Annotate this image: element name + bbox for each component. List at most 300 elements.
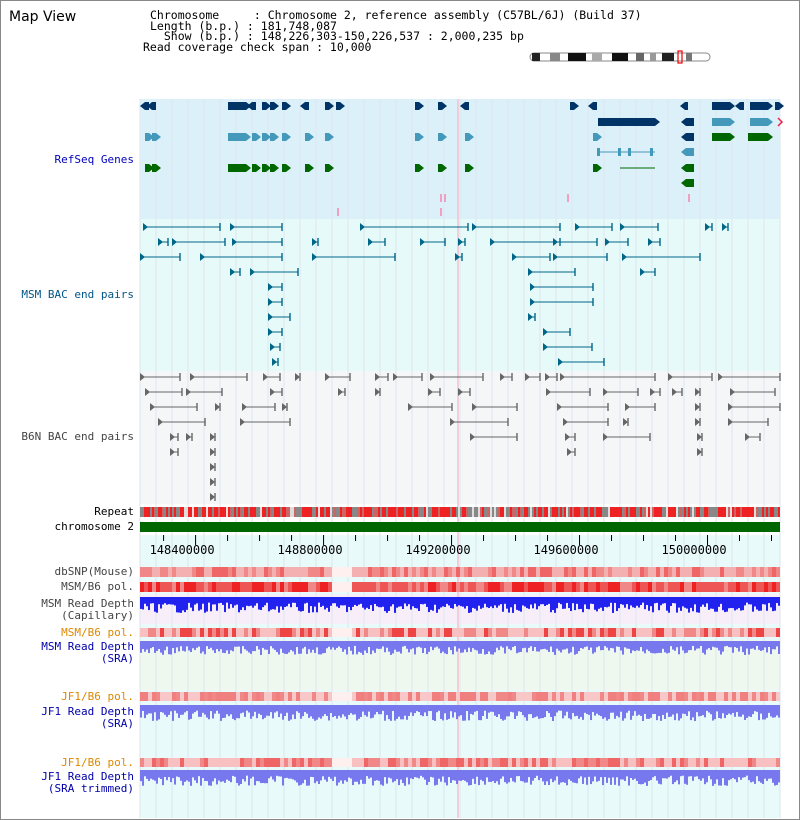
jf1-trimmed-depth-bar: [284, 770, 286, 778]
jf1-sra-depth-bar: [534, 705, 536, 717]
msm-sra-depth-bar: [488, 641, 490, 651]
page-title: Map View: [9, 9, 77, 25]
msm-capillary-depth-bar: [760, 597, 762, 611]
jf1-sra-depth-bar: [386, 705, 388, 715]
msm-pol-cell: [220, 582, 224, 592]
msm-sra-depth-bar: [348, 641, 350, 647]
msm-capillary-depth-bar: [316, 597, 318, 612]
jf1-pol2-cell: [728, 758, 732, 767]
dbsnp-cell: [524, 567, 528, 577]
jf1-pol2-cell: [236, 758, 240, 767]
msm-pol-cell: [144, 582, 148, 592]
jf1-sra-depth-bar: [494, 705, 496, 716]
jf1-pol2-cell: [544, 758, 548, 767]
msm-pol2-cell: [268, 628, 272, 637]
jf1-sra-depth-bar: [572, 705, 574, 713]
msm-capillary-depth-bar: [344, 597, 346, 605]
repeat-block: [238, 507, 240, 517]
jf1-trimmed-depth-bar: [610, 770, 612, 785]
jf1-trimmed-depth-bar: [264, 770, 266, 783]
repeat-block: [548, 507, 550, 517]
jf1-trimmed-depth-bar: [640, 770, 642, 784]
msm-sra-depth-bar: [372, 641, 374, 651]
jf1-pol-cell: [180, 692, 184, 701]
jf1-sra-depth-bar: [164, 705, 166, 715]
repeat-block: [186, 507, 188, 517]
msm-capillary-depth-bar: [484, 597, 486, 604]
jf1-pol-cell: [712, 692, 716, 701]
dbsnp-cell: [168, 567, 172, 577]
msm-sra-depth-bar: [596, 641, 598, 647]
msm-sra-depth-bar: [484, 641, 486, 655]
jf1-sra-depth-bar: [692, 705, 694, 717]
repeat-block: [150, 507, 152, 517]
msm-pol-cell: [564, 582, 568, 592]
msm-sra-depth-bar: [396, 641, 398, 652]
jf1-sra-depth-bar: [174, 705, 176, 711]
jf1-pol2-cell: [152, 758, 156, 767]
msm-pol2-cell: [336, 628, 340, 637]
dbsnp-cell: [144, 567, 148, 577]
msm-sra-depth-bar: [630, 641, 632, 653]
jf1-trimmed-depth-bar: [522, 770, 524, 781]
jf1-sra-depth-bar: [374, 705, 376, 715]
msm-capillary-depth-bar: [454, 597, 456, 604]
jf1-trimmed-depth-bar: [254, 770, 256, 785]
ideogram-band: [636, 53, 644, 61]
repeat-block: [482, 507, 484, 517]
msm-pol2-cell: [292, 628, 296, 637]
jf1-pol2-cell: [168, 758, 172, 767]
jf1-sra-depth-bar: [242, 705, 244, 713]
jf1-trimmed-depth-bar: [288, 770, 290, 779]
jf1-pol2-cell: [620, 758, 624, 767]
jf1-pol2-cell: [264, 758, 268, 767]
jf1-trimmed-depth-bar: [434, 770, 436, 785]
msm-pol-cell: [328, 582, 332, 592]
jf1-pol2-cell: [228, 758, 232, 767]
jf1-sra-depth-bar: [296, 705, 298, 711]
jf1-sra-depth-bar: [204, 705, 206, 715]
repeat-block: [360, 507, 362, 517]
msm-pol-cell: [596, 582, 600, 592]
msm-capillary-depth-bar: [252, 597, 254, 608]
msm-sra-depth-bar: [278, 641, 280, 655]
dbsnp-cell: [728, 567, 732, 577]
track-label-jf1-b6-pol-2: JF1/B6 pol.: [61, 756, 134, 769]
msm-sra-depth-bar: [752, 641, 754, 648]
msm-capillary-depth-bar: [272, 597, 274, 609]
msm-pol2-cell: [284, 628, 288, 637]
dbsnp-cell: [432, 567, 436, 577]
gene-feature: [593, 102, 597, 110]
repeat-block: [226, 507, 228, 517]
jf1-sra-depth-bar: [542, 705, 544, 718]
jf1-sra-depth-bar: [520, 705, 522, 712]
repeat-block: [444, 507, 446, 517]
msm-pol-cell: [600, 582, 604, 592]
msm-pol-cell: [384, 582, 388, 592]
msm-capillary-depth-bar: [180, 597, 182, 613]
jf1-pol-cell: [260, 692, 264, 701]
jf1-pol2-cell: [512, 758, 516, 767]
jf1-pol2-cell: [428, 758, 432, 767]
dbsnp-cell: [384, 567, 388, 577]
msm-pol-cell: [292, 582, 296, 592]
msm-pol2-cell: [216, 628, 220, 637]
repeat-block: [326, 507, 328, 517]
repeat-block: [230, 507, 232, 517]
msm-capillary-depth-bar: [186, 597, 188, 610]
gene-exon: [628, 148, 631, 156]
repeat-block: [538, 507, 540, 517]
msm-pol-cell: [672, 582, 676, 592]
jf1-pol2-cell: [200, 758, 204, 767]
msm-sra-depth-bar: [680, 641, 682, 646]
repeat-block: [316, 507, 318, 517]
msm-capillary-depth-bar: [246, 597, 248, 606]
msm-pol-cell: [208, 582, 212, 592]
msm-sra-depth-bar: [358, 641, 360, 652]
msm-capillary-depth-bar: [354, 597, 356, 605]
length-info: Length (b.p.) : 181,748,087: [150, 18, 337, 33]
msm-pol-cell: [176, 582, 180, 592]
msm-sra-depth-bar: [224, 641, 226, 653]
msm-capillary-depth-bar: [634, 597, 636, 608]
jf1-trimmed-depth-bar: [722, 770, 724, 778]
jf1-trimmed-depth-bar: [320, 770, 322, 780]
repeat-block: [556, 507, 558, 517]
jf1-trimmed-depth-bar: [778, 770, 780, 782]
msm-pol-cell: [520, 582, 524, 592]
msm-capillary-depth-bar: [762, 597, 764, 604]
jf1-pol2-cell: [396, 758, 400, 767]
repeat-block: [336, 507, 338, 517]
msm-capillary-depth-bar: [422, 597, 424, 604]
jf1-sra-depth-bar: [190, 705, 192, 719]
repeat-block: [142, 507, 144, 517]
msm-capillary-depth-bar: [558, 597, 560, 603]
jf1-sra-depth-bar: [452, 705, 454, 718]
jf1-pol-cell: [208, 692, 212, 701]
jf1-pol-cell: [724, 692, 728, 701]
jf1-sra-depth-bar: [444, 705, 446, 713]
msm-pol2-cell: [476, 628, 480, 637]
jf1-trimmed-depth-bar: [332, 770, 334, 781]
msm-capillary-depth-bar: [216, 597, 218, 611]
dbsnp-cell: [428, 567, 432, 577]
repeat-block: [190, 507, 192, 517]
jf1-sra-depth-bar: [742, 705, 744, 715]
jf1-pol-cell: [148, 692, 152, 701]
jf1-pol-cell: [620, 692, 624, 701]
msm-capillary-depth-bar: [350, 597, 352, 610]
jf1-sra-depth-bar: [580, 705, 582, 717]
jf1-sra-depth-bar: [594, 705, 596, 716]
jf1-sra-depth-bar: [504, 705, 506, 720]
jf1-sra-depth-bar: [234, 705, 236, 720]
msm-capillary-depth-bar: [264, 597, 266, 605]
jf1-sra-depth-bar: [262, 705, 264, 719]
msm-sra-depth-bar: [616, 641, 618, 646]
jf1-pol-cell: [280, 692, 284, 701]
jf1-pol-cell: [476, 692, 480, 701]
msm-sra-depth-bar: [546, 641, 548, 650]
jf1-pol-cell: [368, 692, 372, 701]
jf1-sra-depth-bar: [272, 705, 274, 718]
track-label-msm-depth-sra: MSM Read Depth (SRA): [41, 640, 134, 665]
msm-capillary-depth-bar: [596, 597, 598, 611]
jf1-trimmed-depth-bar: [524, 770, 526, 783]
repeat-block: [224, 507, 226, 517]
dbsnp-cell: [248, 567, 252, 577]
msm-sra-depth-bar: [172, 641, 174, 648]
repeat-block: [394, 507, 396, 517]
msm-sra-depth-bar: [542, 641, 544, 649]
msm-sra-depth-bar: [522, 641, 524, 648]
msm-pol-cell: [312, 582, 316, 592]
jf1-trimmed-depth-bar: [616, 770, 618, 777]
jf1-sra-depth-bar: [680, 705, 682, 718]
jf1-trimmed-depth-bar: [170, 770, 172, 782]
jf1-trimmed-depth-bar: [484, 770, 486, 785]
repeat-block: [308, 507, 310, 517]
jf1-pol-cell: [440, 692, 444, 701]
msm-capillary-depth-bar: [370, 597, 372, 605]
msm-capillary-depth-bar: [190, 597, 192, 608]
jf1-trimmed-depth-bar: [188, 770, 190, 782]
jf1-sra-depth-bar: [570, 705, 572, 719]
jf1-sra-depth-bar: [556, 705, 558, 712]
repeat-block: [368, 507, 370, 517]
msm-pol2-cell: [352, 628, 356, 637]
jf1-pol2-cell: [776, 758, 780, 767]
msm-pol2-cell: [592, 628, 596, 637]
dbsnp-cell: [368, 567, 372, 577]
jf1-trimmed-depth-bar: [712, 770, 714, 786]
jf1-trimmed-depth-bar: [222, 770, 224, 781]
jf1-sra-depth-bar: [438, 705, 440, 711]
msm-capillary-depth-bar: [416, 597, 418, 608]
msm-capillary-depth-bar: [218, 597, 220, 603]
jf1-sra-depth-bar: [706, 705, 708, 711]
msm-capillary-depth-bar: [358, 597, 360, 605]
jf1-sra-depth-bar: [588, 705, 590, 715]
repeat-block: [310, 507, 312, 517]
jf1-pol2-cell: [204, 758, 208, 767]
repeat-block: [664, 507, 666, 517]
msm-pol-cell: [748, 582, 752, 592]
repeat-block: [678, 507, 680, 517]
msm-sra-depth-bar: [334, 641, 336, 650]
repeat-block: [390, 507, 392, 517]
jf1-trimmed-depth-bar: [352, 770, 354, 785]
msm-pol2-cell: [504, 628, 508, 637]
jf1-trimmed-depth-bar: [678, 770, 680, 784]
msm-pol-cell: [172, 582, 176, 592]
repeat-block: [612, 507, 614, 517]
msm-capillary-depth-bar: [764, 597, 766, 605]
jf1-sra-depth-bar: [642, 705, 644, 721]
ideogram-band: [532, 53, 540, 61]
jf1-trimmed-depth-bar: [600, 770, 602, 777]
dbsnp-cell: [376, 567, 380, 577]
repeat-block: [736, 507, 738, 517]
msm-pol2-cell: [424, 628, 428, 637]
msm-capillary-depth-bar: [170, 597, 172, 604]
dbsnp-cell: [164, 567, 168, 577]
msm-capillary-depth-bar: [356, 597, 358, 606]
jf1-pol2-cell: [452, 758, 456, 767]
jf1-sra-depth-bar: [394, 705, 396, 721]
msm-pol-cell: [492, 582, 496, 592]
msm-capillary-depth-bar: [292, 597, 294, 603]
msm-pol-cell: [524, 582, 528, 592]
repeat-block: [234, 507, 236, 517]
msm-capillary-depth-bar: [738, 597, 740, 608]
msm-pol2-cell: [768, 628, 772, 637]
jf1-sra-depth-bar: [512, 705, 514, 712]
dbsnp-cell: [516, 567, 520, 577]
repeat-block: [454, 507, 456, 517]
jf1-sra-depth-bar: [648, 705, 650, 719]
repeat-block: [206, 507, 208, 517]
repeat-block: [524, 507, 526, 517]
repeat-block: [708, 507, 710, 517]
dbsnp-cell: [736, 567, 740, 577]
jf1-trimmed-depth-bar: [662, 770, 664, 778]
msm-capillary-depth-bar: [716, 597, 718, 612]
jf1-sra-depth-bar: [612, 705, 614, 713]
jf1-pol2-cell: [344, 758, 348, 767]
gene-feature: [415, 133, 419, 141]
jf1-sra-depth-bar: [298, 705, 300, 713]
repeat-block: [730, 507, 732, 517]
repeat-block: [696, 507, 698, 517]
msm-capillary-depth-bar: [640, 597, 642, 605]
msm-capillary-depth-bar: [606, 597, 608, 607]
msm-capillary-depth-bar: [694, 597, 696, 604]
msm-sra-depth-bar: [380, 641, 382, 649]
dbsnp-cell: [596, 567, 600, 577]
jf1-sra-depth-bar: [530, 705, 532, 714]
msm-pol2-cell: [760, 628, 764, 637]
repeat-block: [682, 507, 684, 517]
msm-pol-cell: [184, 582, 188, 592]
jf1-pol-cell: [668, 692, 672, 701]
jf1-trimmed-depth-bar: [526, 770, 528, 782]
msm-pol2-cell: [224, 628, 228, 637]
msm-capillary-depth-bar: [532, 597, 534, 608]
msm-pol-cell: [316, 582, 320, 592]
repeat-block: [740, 507, 742, 517]
msm-capillary-depth-bar: [450, 597, 452, 608]
jf1-sra-depth-bar: [684, 705, 686, 714]
repeat-block: [662, 507, 664, 517]
msm-pol2-cell: [564, 628, 568, 637]
msm-capillary-depth-bar: [278, 597, 280, 613]
msm-sra-depth-bar: [344, 641, 346, 649]
jf1-pol2-cell: [768, 758, 772, 767]
msm-pol-cell: [656, 582, 660, 592]
jf1-pol2-cell: [744, 758, 748, 767]
msm-sra-depth-bar: [338, 641, 340, 647]
jf1-sra-depth-bar: [358, 705, 360, 719]
repeat-block: [144, 507, 146, 517]
jf1-sra-depth-bar: [736, 705, 738, 712]
jf1-sra-depth-bar: [384, 705, 386, 721]
jf1-trimmed-depth-bar: [614, 770, 616, 785]
dbsnp-cell: [280, 567, 284, 577]
jf1-sra-depth-bar: [774, 705, 776, 717]
gene-feature: [305, 102, 309, 110]
jf1-trimmed-depth-bar: [750, 770, 752, 782]
dbsnp-cell: [768, 567, 772, 577]
jf1-pol2-cell: [548, 758, 552, 767]
msm-pol-cell: [660, 582, 664, 592]
msm-capillary-depth-bar: [300, 597, 302, 612]
jf1-sra-depth-bar: [718, 705, 720, 718]
msm-sra-depth-bar: [552, 641, 554, 652]
repeat-block: [542, 507, 544, 517]
jf1-sra-depth-bar: [304, 705, 306, 712]
jf1-trimmed-depth-bar: [180, 770, 182, 781]
msm-capillary-depth-bar: [674, 597, 676, 603]
repeat-block: [364, 507, 366, 517]
jf1-pol-cell: [676, 692, 680, 701]
msm-pol-cell: [288, 582, 292, 592]
msm-pol2-cell: [156, 628, 160, 637]
msm-pol2-cell: [400, 628, 404, 637]
msm-capillary-depth-bar: [770, 597, 772, 607]
msm-pol-cell: [588, 582, 592, 592]
jf1-pol2-cell: [456, 758, 460, 767]
jf1-trimmed-depth-bar: [520, 770, 522, 781]
msm-sra-depth-bar: [308, 641, 310, 649]
dbsnp-cell: [380, 567, 384, 577]
dbsnp-cell: [752, 567, 756, 577]
msm-pol-cell: [164, 582, 168, 592]
jf1-pol2-cell: [232, 758, 236, 767]
msm-pol-cell: [760, 582, 764, 592]
jf1-trimmed-depth-bar: [716, 770, 718, 779]
repeat-block: [680, 507, 682, 517]
msm-capillary-depth-bar: [666, 597, 668, 611]
jf1-sra-depth-bar: [630, 705, 632, 720]
track-label-chromosome: chromosome 2: [54, 520, 134, 533]
jf1-pol-cell: [404, 692, 408, 701]
jf1-sra-depth-bar: [568, 705, 570, 718]
repeat-block: [302, 507, 304, 517]
dbsnp-cell: [580, 567, 584, 577]
jf1-pol2-cell: [140, 758, 144, 767]
jf1-sra-depth-bar: [628, 705, 630, 711]
jf1-trimmed-depth-bar: [454, 770, 456, 781]
msm-capillary-depth-bar: [540, 597, 542, 604]
jf1-trimmed-depth-bar: [234, 770, 236, 777]
repeat-block: [550, 507, 552, 517]
jf1-sra-depth-bar: [256, 705, 258, 718]
jf1-trimmed-depth-bar: [492, 770, 494, 781]
jf1-pol-cell: [308, 692, 312, 701]
msm-pol-cell: [632, 582, 636, 592]
msm-pol2-cell: [348, 628, 352, 637]
jf1-trimmed-depth-bar: [298, 770, 300, 786]
jf1-sra-depth-bar: [468, 705, 470, 720]
jf1-sra-depth-bar: [602, 705, 604, 719]
msm-sra-depth-bar: [154, 641, 156, 653]
jf1-pol2-cell: [552, 758, 556, 767]
